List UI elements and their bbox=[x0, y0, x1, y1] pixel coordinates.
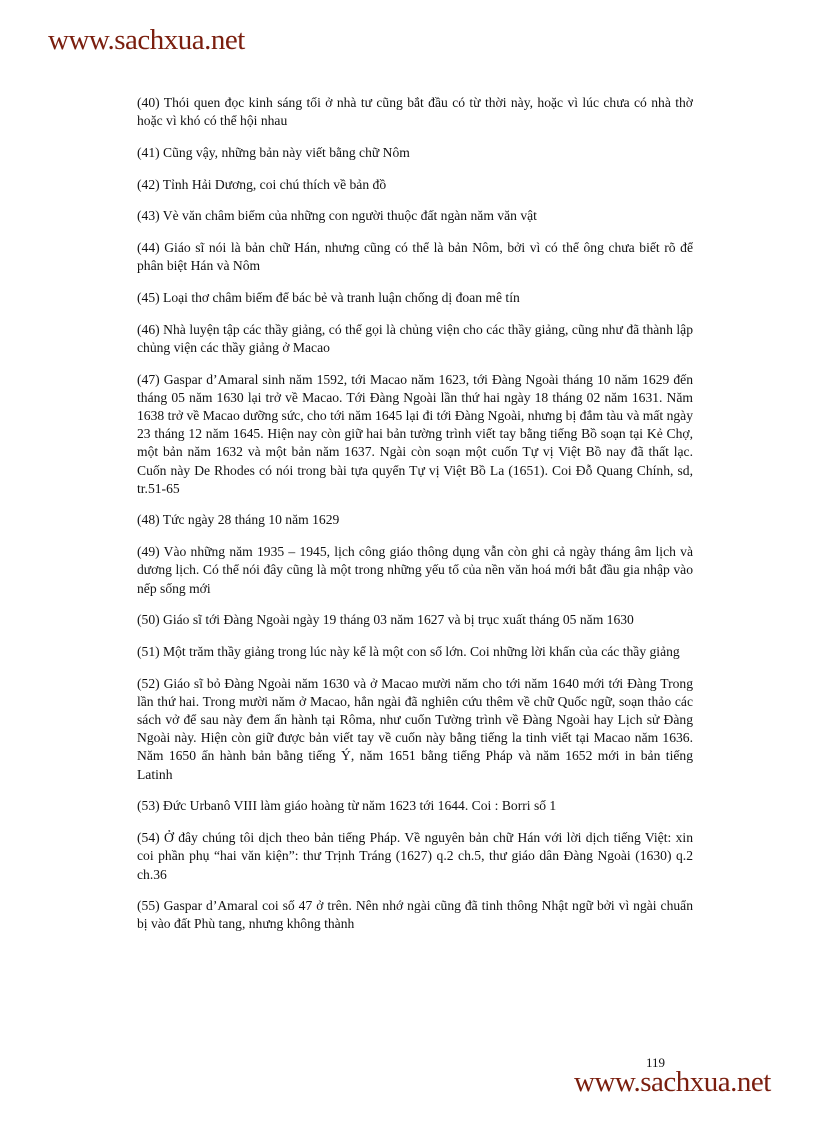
watermark-bottom: www.sachxua.net bbox=[574, 1066, 771, 1098]
footnote-50: (50) Giáo sĩ tới Đàng Ngoài ngày 19 tháng 03 năm 1627 và bị trục xuất tháng 05 năm 1630 bbox=[137, 612, 634, 628]
footnote-53: (53) Đức Urbanô VIII làm giáo hoàng từ năm 1623 tới 1644. Coi : Borri số 1 bbox=[137, 798, 557, 814]
footnote-46: (46) Nhà luyện tập các thầy giảng, có thể gọi là chủng viện cho các thầy giảng, cũng như đã thành lập chủng viện các thầy giảng ở Macao bbox=[137, 321, 693, 355]
footnote-55: (55) Gaspar d’Amaral coi số 47 ở trên. Nên nhớ ngài cũng đã tinh thông Nhật ngữ bởi vì ngài chuẩn bị vào đất Phù tang, nhưng không thành bbox=[137, 898, 693, 932]
footnote-51: (51) Một trăm thầy giảng trong lúc này kể là một con số lớn. Coi những lời khấn của các thầy giảng bbox=[137, 643, 680, 659]
footnote-43: (43) Vè văn châm biếm của những con người thuộc đất ngàn năm văn vật bbox=[137, 208, 537, 224]
footnotes-list bbox=[137, 94, 693, 947]
footnote-54: (54) Ở đây chúng tôi dịch theo bản tiếng Pháp. Về nguyên bản chữ Hán với lời dịch tiếng Việt: xin coi phần phụ “hai văn kiện”: thư Trịnh Tráng (1627) q.2 ch.5, thư giáo dân Đàng Ngoài (1630) q.2 ch.36 bbox=[137, 830, 693, 882]
page-number: 119 bbox=[646, 1055, 666, 1070]
footnote-41: (41) Cũng vậy, những bản này viết bằng chữ Nôm bbox=[137, 144, 410, 160]
watermark-top: www.sachxua.net bbox=[48, 24, 245, 56]
footnote-47: (47) Gaspar d’Amaral sinh năm 1592, tới Macao năm 1623, tới Đàng Ngoài tháng 10 năm 1629 đến tháng 05 năm 1630 lại trở về Macao. Tới Đàng Ngoài lần thứ hai ngày 18 tháng 02 năm 1631. Năm 1638 trở về Macao dưỡng sức, cho tới năm 1645 lại đi tới Đàng Ngoài, nhưng bị đắm tàu và mất ngày 23 tháng 12 năm 1645. Hiện nay còn giữ hai bản tường trình viết tay bằng tiếng Bồ soạn tại Kẻ Chợ, một bản năm 1632 và một bản năm 1637. Ngài còn soạn một cuốn Tự vị Việt Bồ nay đã thất lạc. Cuốn này De Rhodes có nói trong bài tựa quyển Tự vị Việt Bồ La (1651). Coi Đỗ Quang Chính, sd, tr.51-65 bbox=[137, 371, 693, 496]
footnote-45: (45) Loại thơ châm biếm để bác bẻ và tranh luận chống dị đoan mê tín bbox=[137, 289, 520, 305]
footnote-40: (40) Thói quen đọc kinh sáng tối ở nhà tư cũng bắt đầu có từ thời này, hoặc vì lúc chưa có nhà thờ hoặc vì khó có thể hội nhau bbox=[137, 95, 693, 129]
footnote-49: (49) Vào những năm 1935 – 1945, lịch công giáo thông dụng vẫn còn ghi cả ngày tháng âm lịch và dương lịch. Có thể nói đây cũng là một trong những yếu tố của nền văn hoá mới bắt đầu gia nhập vào nếp sống mới bbox=[137, 544, 693, 596]
footnote-44: (44) Giáo sĩ nói là bản chữ Hán, nhưng cũng có thể là bản Nôm, bởi vì có thể ông chưa biết rõ để phân biệt Hán và Nôm bbox=[137, 240, 693, 274]
footnote-52: (52) Giáo sĩ bỏ Đàng Ngoài năm 1630 và ở Macao mười năm cho tới năm 1640 mới tới Đàng Trong lần thứ hai. Trong mười năm ở Macao, hẳn ngài đã nghiên cứu thêm về chữ Quốc ngữ, soạn thảo các sách vở để sau này đem ấn hành tại Rôma, như cuốn Tường trình về Đàng Ngoài hay Lịch sử Đàng Ngoài này. Hiện còn giữ được bản viết tay về cuốn này bằng tiếng la tinh viết tại Macao năm 1636. Năm 1650 ấn hành bản bằng tiếng Ý, năm 1651 bằng tiếng Pháp và năm 1652 mới in bản tiếng Latinh bbox=[137, 675, 693, 782]
footnote-48: (48) Tức ngày 28 tháng 10 năm 1629 bbox=[137, 512, 340, 528]
footnote-42: (42) Tỉnh Hải Dương, coi chú thích về bản đồ bbox=[137, 176, 387, 192]
